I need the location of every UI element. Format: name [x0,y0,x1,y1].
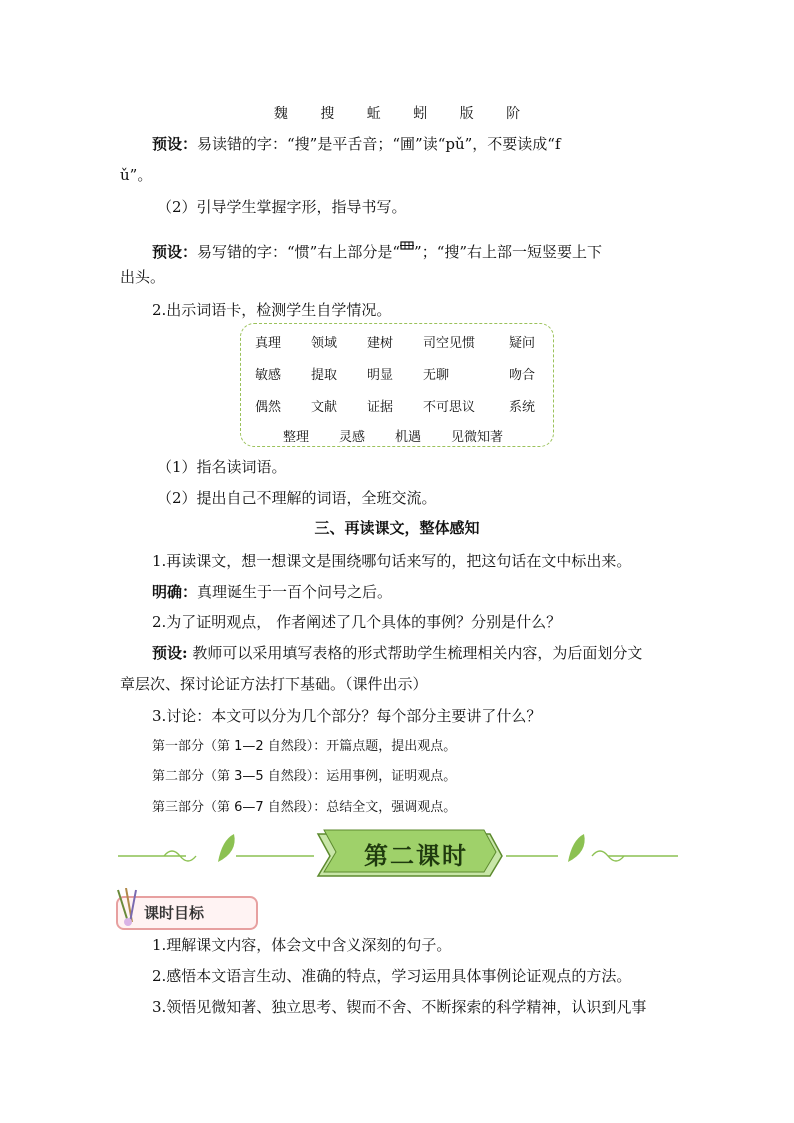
banner-title: 第二课时 [364,841,468,870]
hard-char: 搜 [320,106,335,122]
preset-label: 预设： [152,243,198,261]
objective-badge [116,896,258,930]
sub-item-1: （1）指名读词语。 [157,458,287,476]
question-3: 3.讨论：本文可以分为几个部分？每个部分主要讲了什么？ [152,707,542,725]
hard-char: 蚯 [366,106,381,122]
sub-item-2: （2）提出自己不理解的词语，全班交流。 [157,489,437,507]
vocab-word: 领域 [311,336,338,351]
preset2-line [152,236,602,262]
clarify-text: 真理诞生于一百个问号之后。 [197,583,393,601]
preset1-line-2: ǔ”。 [120,166,153,184]
hard-char: 魏 [273,106,288,122]
vocab-word: 系统 [509,400,536,415]
part-item: 第一部分（第 1—2 自然段）：开篇点题，提出观点。 [152,739,457,754]
preset-text: 易读错的字：“搜”是平舌音；“圃”读“pǔ”，不要读成“f [197,135,561,153]
vocab-word: 司空见惯 [423,336,476,351]
vocab-word: 建树 [367,336,394,351]
section-title: 三、再读课文，整体感知 [314,519,480,537]
vocab-word: 证据 [367,400,394,415]
hard-char: 阶 [506,106,521,122]
hard-char: 版 [459,106,474,122]
preset2-line-2: 出头。 [120,268,166,286]
clarify-label: 明确： [152,583,198,601]
vocab-word: 机遇 [395,430,422,445]
badge-label: 课时目标 [144,904,205,922]
vocab-word: 吻合 [509,368,536,383]
preset3-line [152,643,642,663]
preset-text: ”；“搜”右上部一短竖要上下 [414,243,603,261]
goal-item: 1.理解课文内容，体会文中含义深刻的句子。 [152,936,452,954]
preset-text: 教师可以采用填写表格的形式帮助学生梳理相关内容，为后面划分文 [187,644,643,662]
vocab-word: 见微知著 [451,430,504,445]
part-item: 第二部分（第 3—5 自然段）：运用事例，证明观点。 [152,769,457,784]
hard-chars-row [0,103,794,123]
item-1-2: （2）引导学生掌握字形，指导书写。 [157,198,407,216]
vocab-card [240,323,554,447]
preset-label: 预设： [152,135,198,153]
vocab-word: 疑问 [509,336,536,351]
part-item: 第三部分（第 6—7 自然段）：总结全文，强调观点。 [152,800,457,815]
radical-glyph [400,236,414,246]
goal-item: 3.领悟见微知著、独立思考、锲而不舍、不断探索的科学精神，认识到凡事 [152,998,647,1016]
vocab-word: 文献 [311,400,338,415]
question-2: 2.为了证明观点， 作者阐述了几个具体的事例？分别是什么？ [152,613,562,631]
hard-char: 蚓 [413,106,428,122]
vocab-word: 整理 [283,430,310,445]
vocab-word: 无聊 [423,368,450,383]
clarify-line [152,582,392,602]
vocab-word: 明显 [367,368,394,383]
vocab-word: 不可思议 [423,400,476,415]
preset1-line [152,134,561,154]
question-1: 1.再读课文，想一想课文是围绕哪句话来写的，把这句话在文中标出来。 [152,552,632,570]
step2: 2.出示词语卡，检测学生自学情况。 [152,301,392,319]
preset-text: 易写错的字：“惯”右上部分是“ [197,243,401,261]
vocab-word: 真理 [255,336,282,351]
vocab-word: 偶然 [255,400,282,415]
vocab-word: 灵感 [339,430,366,445]
vocab-word: 提取 [311,368,338,383]
preset3-line-2: 章层次、探讨论证方法打下基础。（课件出示） [120,675,428,693]
preset-label: 预设: [152,644,188,662]
vocab-word: 敏感 [255,368,282,383]
goal-item: 2.感悟本文语言生动、准确的特点，学习运用具体事例论证观点的方法。 [152,967,632,985]
lesson-banner [118,826,678,878]
pen-icon [114,888,144,928]
